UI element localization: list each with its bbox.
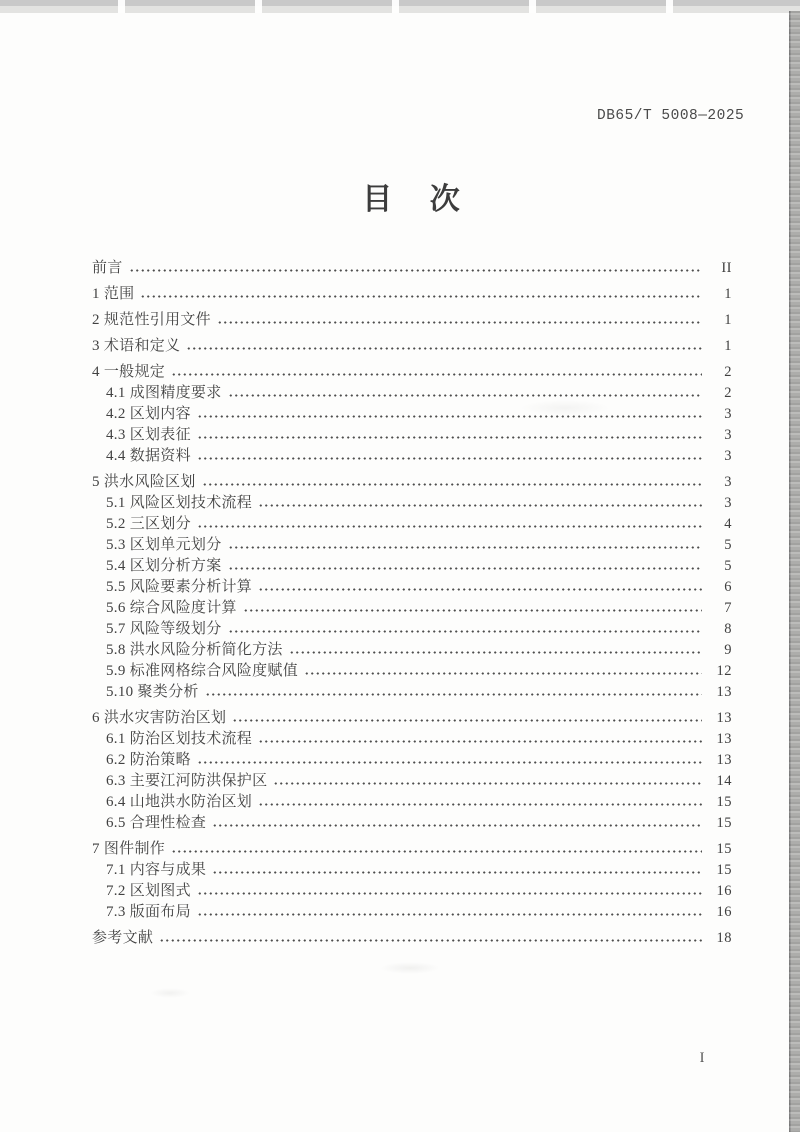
toc-entry-page-number: 13: [716, 731, 732, 747]
toc-entry-label: 6.2 防治策略: [106, 752, 191, 768]
toc-entry-label: 4.3 区划表征: [106, 427, 191, 443]
scan-smudge: [380, 962, 440, 974]
toc-entry: [92, 661, 732, 682]
toc-entry: [92, 619, 732, 640]
toc-entry-label: 3 术语和定义: [92, 338, 181, 354]
toc-entry-page-number: 6: [724, 579, 732, 595]
toc-entry-label: 6.1 防治区划技术流程: [106, 731, 253, 747]
toc-dotted-leader: [140, 295, 702, 298]
toc-entry: [92, 472, 732, 493]
toc-dotted-leader: [258, 740, 702, 743]
toc-entry-page-number: 16: [716, 904, 732, 920]
toc-entry-label: 4 一般规定: [92, 364, 166, 380]
toc-dotted-leader: [197, 436, 702, 439]
toc-entry-label: 7.2 区划图式: [106, 883, 191, 899]
toc-dotted-leader: [258, 803, 702, 806]
toc-entry: [92, 535, 732, 556]
toc-entry-page-number: 3: [724, 406, 732, 422]
toc-entry: [92, 881, 732, 902]
toc-entry: [92, 792, 732, 813]
toc-entry-label: 5.4 区划分析方案: [106, 558, 222, 574]
toc-entry: [92, 425, 732, 446]
toc-entry-page-number: 2: [724, 385, 732, 401]
toc-entry-page-number: 16: [716, 883, 732, 899]
toc-entry-label: 5.6 综合风险度计算: [106, 600, 237, 616]
scan-smudge: [150, 988, 190, 998]
toc-entry-label: 5.8 洪水风险分析简化方法: [106, 642, 283, 658]
toc-entry: [92, 750, 732, 771]
toc-entry-page-number: II: [721, 260, 732, 276]
toc-entry: [92, 556, 732, 577]
toc-entry-page-number: 3: [724, 427, 732, 443]
toc-entry: [92, 771, 732, 792]
toc-entry: [92, 813, 732, 834]
toc-entry: [92, 514, 732, 535]
toc-dotted-leader: [212, 824, 702, 827]
toc-entry: [92, 383, 732, 404]
toc-dotted-leader: [273, 782, 702, 785]
toc-dotted-leader: [159, 939, 702, 942]
toc-entry-label: 7 图件制作: [92, 841, 166, 857]
toc-entry-page-number: 4: [724, 516, 732, 532]
toc-dotted-leader: [258, 504, 702, 507]
toc-entry: [92, 310, 732, 331]
folio-page-number: I: [699, 1050, 705, 1066]
toc-entry-page-number: 1: [724, 338, 732, 354]
toc-dotted-leader: [232, 719, 702, 722]
toc-entry-label: 6.5 合理性检查: [106, 815, 207, 831]
toc-entry: [92, 404, 732, 425]
toc-entry: [92, 729, 732, 750]
toc-list: [92, 253, 732, 949]
toc-entry-label: 4.2 区划内容: [106, 406, 191, 422]
toc-entry-page-number: 1: [724, 286, 732, 302]
toc-entry-page-number: 7: [724, 600, 732, 616]
toc-entry-label: 5 洪水风险区划: [92, 474, 196, 490]
toc-entry: [92, 928, 732, 949]
toc-dotted-leader: [228, 567, 702, 570]
toc-entry-page-number: 2: [724, 364, 732, 380]
toc-entry: [92, 446, 732, 467]
toc-dotted-leader: [197, 892, 702, 895]
toc-entry-page-number: 15: [716, 815, 732, 831]
toc-entry: [92, 708, 732, 729]
toc-entry-label: 5.10 聚类分析: [106, 684, 199, 700]
toc-dotted-leader: [197, 525, 702, 528]
toc-entry-page-number: 13: [716, 752, 732, 768]
scan-artifact-right-edge: [789, 11, 800, 1132]
toc-entry-page-number: 14: [716, 773, 732, 789]
toc-entry: [92, 336, 732, 357]
toc-entry: [92, 860, 732, 881]
toc-entry-page-number: 8: [724, 621, 732, 637]
toc-entry-label: 7.3 版面布局: [106, 904, 191, 920]
toc-dotted-leader: [217, 321, 702, 324]
toc-entry-page-number: 15: [716, 794, 732, 810]
toc-entry-label: 5.1 风险区划技术流程: [106, 495, 253, 511]
toc-dotted-leader: [243, 609, 702, 612]
toc-dotted-leader: [171, 373, 702, 376]
toc-dotted-leader: [228, 630, 702, 633]
toc-dotted-leader: [186, 347, 702, 350]
toc-entry-page-number: 5: [724, 558, 732, 574]
toc-entry-label: 5.5 风险要素分析计算: [106, 579, 253, 595]
toc-entry-label: 1 范围: [92, 286, 135, 302]
toc-entry-label: 2 规范性引用文件: [92, 312, 211, 328]
toc-dotted-leader: [129, 269, 702, 272]
toc-entry: [92, 258, 732, 279]
toc-entry-page-number: 13: [716, 710, 732, 726]
toc-entry-label: 4.1 成图精度要求: [106, 385, 222, 401]
toc-entry-label: 6 洪水灾害防治区划: [92, 710, 227, 726]
toc-entry-page-number: 3: [724, 448, 732, 464]
toc-entry-page-number: 18: [716, 930, 732, 946]
toc-entry: [92, 640, 732, 661]
toc-entry-label: 5.9 标准网格综合风险度赋值: [106, 663, 299, 679]
toc-entry-label: 6.4 山地洪水防治区划: [106, 794, 253, 810]
toc-entry-page-number: 1: [724, 312, 732, 328]
toc-entry-label: 5.3 区划单元划分: [106, 537, 222, 553]
toc-dotted-leader: [289, 651, 702, 654]
toc-entry-label: 4.4 数据资料: [106, 448, 191, 464]
standard-number: DB65/T 5008—2025: [597, 108, 745, 124]
scan-artifact-top-edge: [0, 0, 800, 13]
toc-dotted-leader: [228, 394, 702, 397]
toc-dotted-leader: [202, 483, 702, 486]
toc-entry-page-number: 5: [724, 537, 732, 553]
toc-entry-page-number: 3: [724, 495, 732, 511]
toc-entry: [92, 577, 732, 598]
toc-entry: [92, 362, 732, 383]
toc-entry-label: 5.2 三区划分: [106, 516, 191, 532]
toc-entry-label: 参考文献: [92, 930, 154, 946]
toc-dotted-leader: [197, 415, 702, 418]
toc-entry-page-number: 15: [716, 862, 732, 878]
toc-dotted-leader: [197, 761, 702, 764]
toc-dotted-leader: [228, 546, 702, 549]
page-title: 目 次: [362, 183, 462, 216]
toc-dotted-leader: [258, 588, 702, 591]
toc-entry-page-number: 12: [716, 663, 732, 679]
toc-entry-page-number: 9: [724, 642, 732, 658]
toc-entry-label: 7.1 内容与成果: [106, 862, 207, 878]
toc-entry: [92, 839, 732, 860]
toc-entry: [92, 493, 732, 514]
toc-dotted-leader: [197, 913, 702, 916]
toc-dotted-leader: [205, 693, 702, 696]
toc-dotted-leader: [171, 850, 702, 853]
toc-entry: [92, 598, 732, 619]
toc-entry: [92, 682, 732, 703]
toc-entry-label: 6.3 主要江河防洪保护区: [106, 773, 268, 789]
toc-entry-label: 前言: [92, 260, 123, 276]
toc-dotted-leader: [212, 871, 702, 874]
toc-entry: [92, 284, 732, 305]
toc-entry-page-number: 15: [716, 841, 732, 857]
toc-entry-page-number: 13: [716, 684, 732, 700]
toc-entry: [92, 902, 732, 923]
toc-entry-page-number: 3: [724, 474, 732, 490]
toc-dotted-leader: [304, 672, 702, 675]
toc-entry-label: 5.7 风险等级划分: [106, 621, 222, 637]
toc-dotted-leader: [197, 457, 702, 460]
